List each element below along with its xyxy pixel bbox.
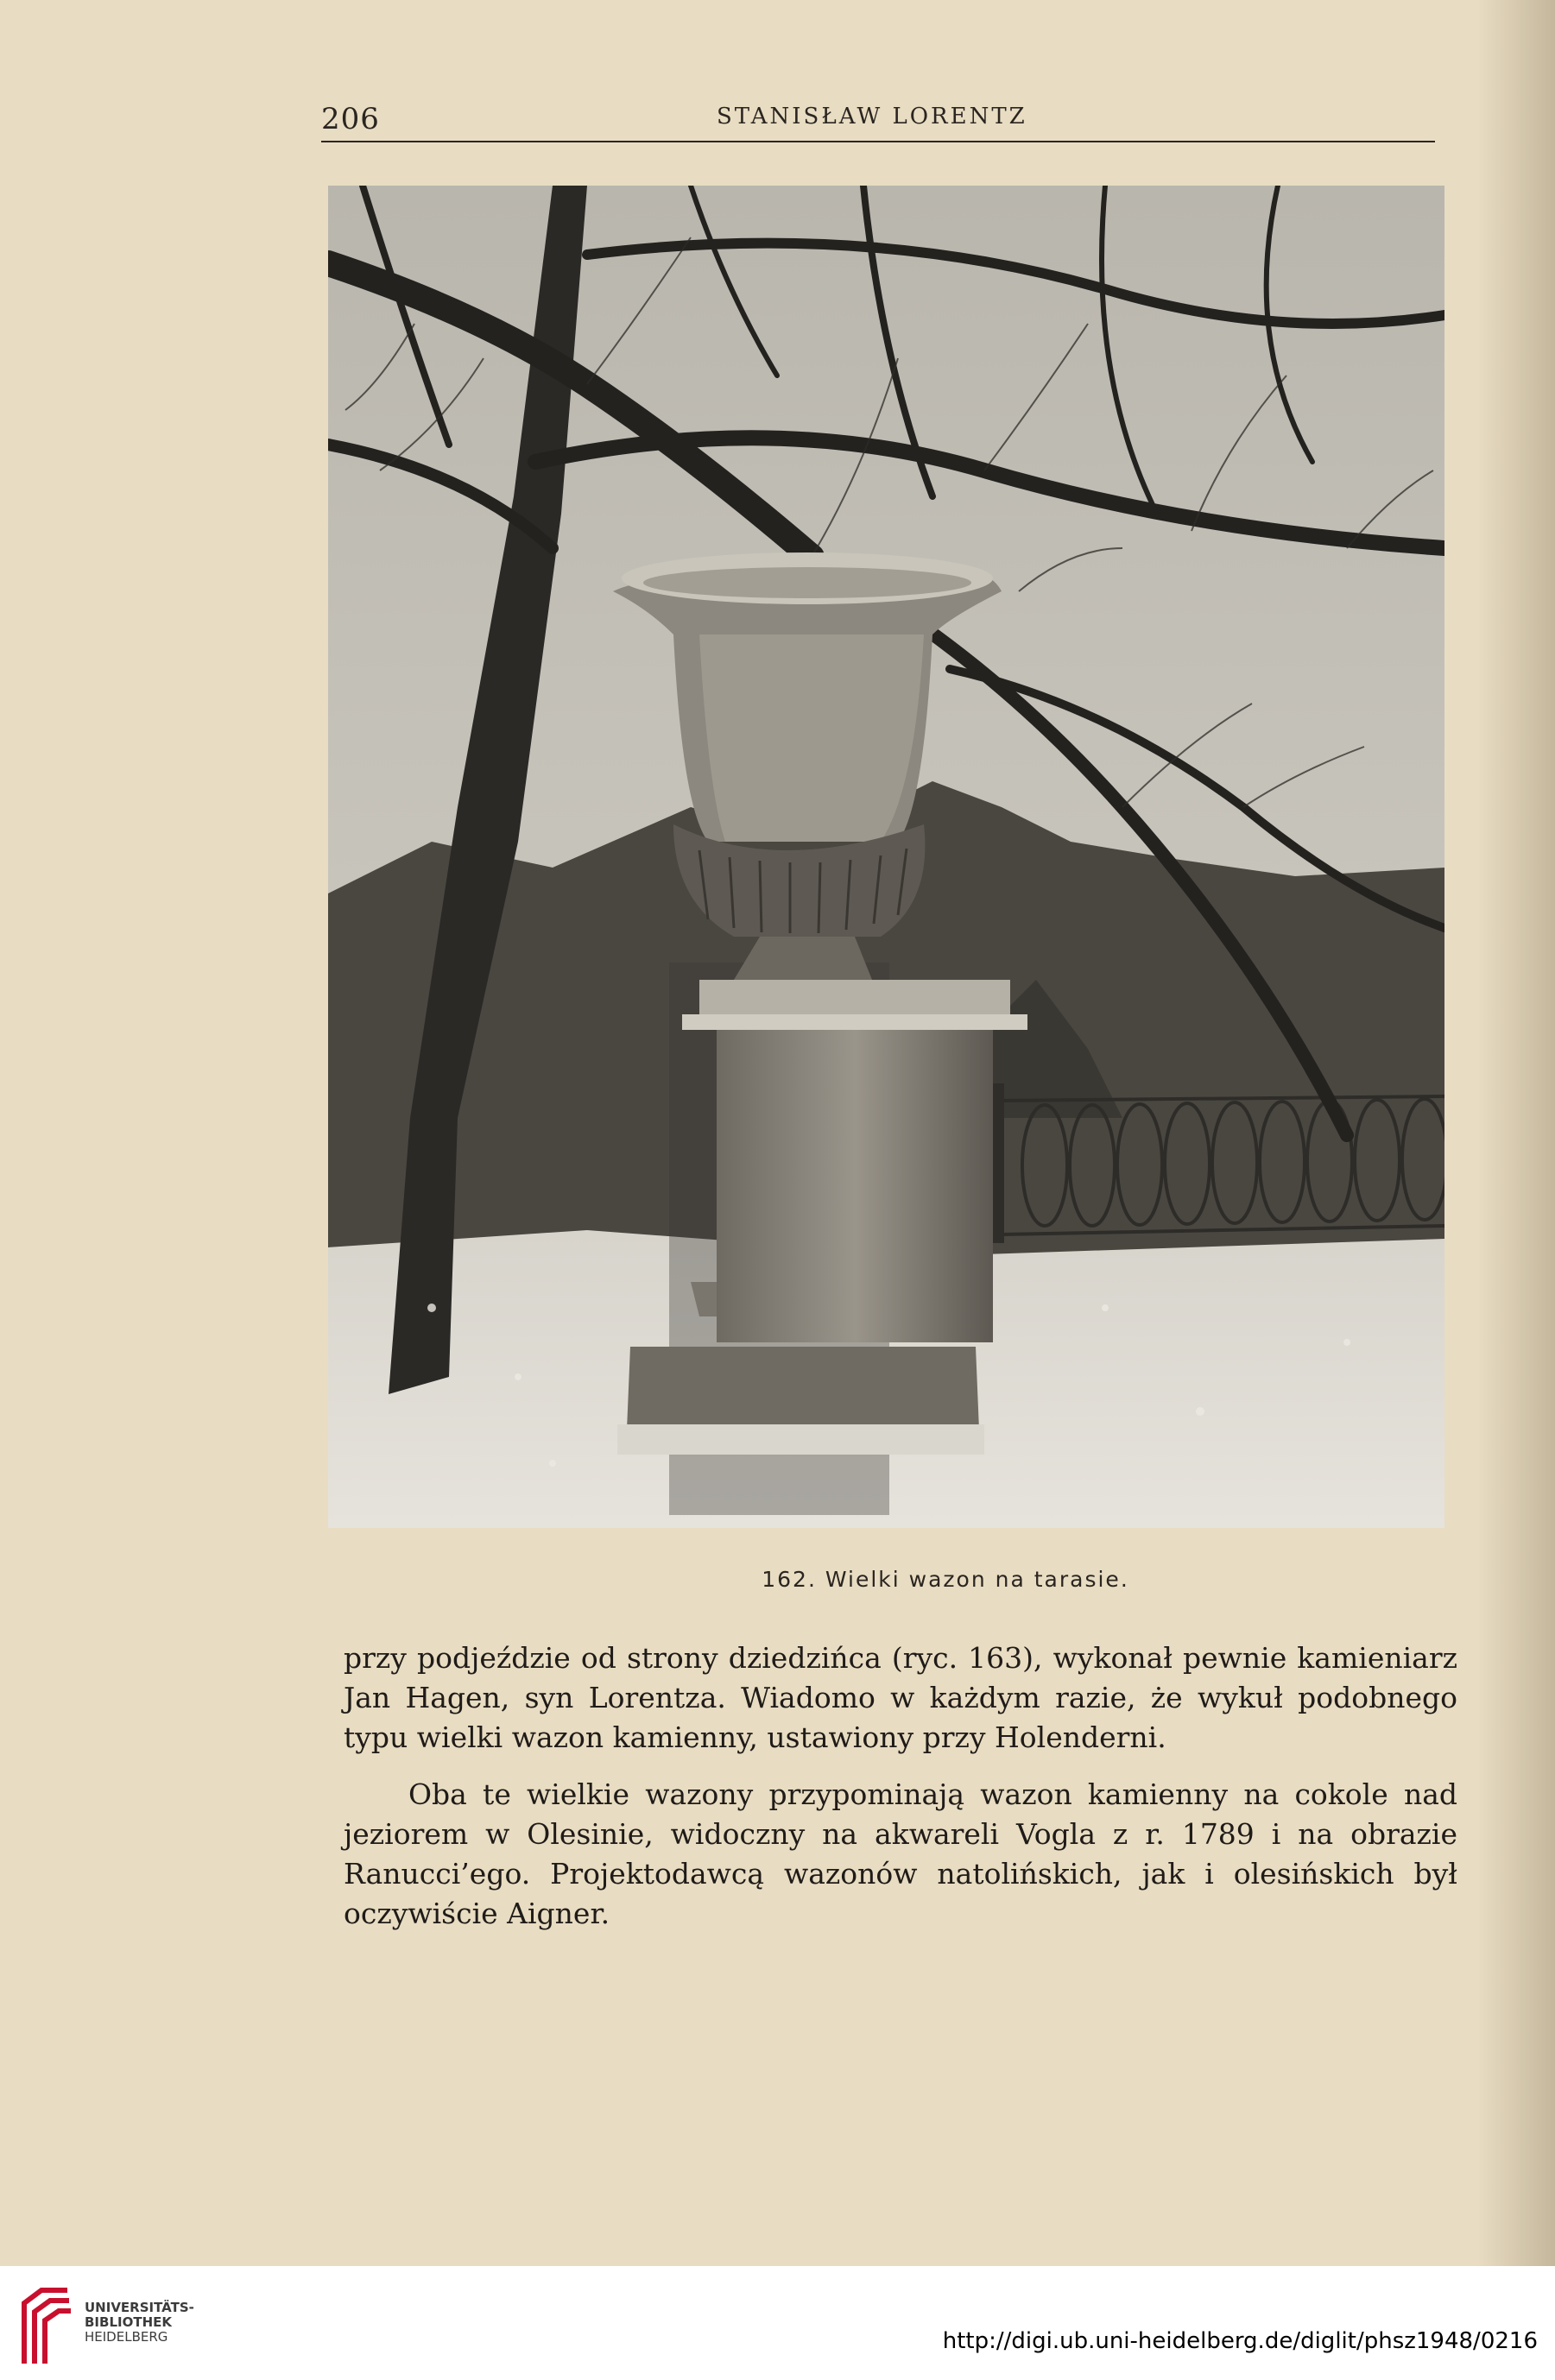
library-name bbox=[85, 2301, 194, 2345]
page-number: 206 bbox=[321, 102, 380, 136]
running-head: STANISŁAW LORENTZ bbox=[717, 104, 1027, 129]
photograph-vase-on-terrace bbox=[328, 186, 1444, 1528]
paragraph-1: przy podjeździe od strony dziedzińca (ryc. 163), wykonał pewnie kamieniarz Jan Hagen, syn Lorentza. Wiadomo w każdym razie, że wykuł podobnego typu wielki wazon kamienny, ustawiony przy Holenderni. bbox=[344, 1641, 1457, 1754]
source-url-link[interactable]: http://digi.ub.uni-heidelberg.de/diglit/phsz1948/0216 bbox=[942, 2328, 1538, 2354]
library-logo-icon bbox=[16, 2282, 76, 2368]
body-text bbox=[344, 1638, 1457, 1934]
library-name-line-3: HEIDELBERG bbox=[85, 2329, 168, 2345]
figure-caption: 162. Wielki wazon na tarasie. bbox=[762, 1567, 1129, 1592]
library-name-line-1: UNIVERSITÄTS- bbox=[85, 2300, 194, 2315]
library-name-line-2: BIBLIOTHEK bbox=[85, 2314, 172, 2330]
header-rule bbox=[321, 141, 1435, 142]
paragraph-2: Oba te wielkie wazony przypominają wazon kamienny na cokole nad jeziorem w Olesinie, widoczny na akwareli Vogla z r. 1789 i na obrazie Ranucci’ego. Projektodawcą wazonów natolińskich, jak i olesińskich był oczywiście Aigner. bbox=[344, 1777, 1457, 1930]
photo-illustration bbox=[328, 186, 1444, 1528]
digitization-footer bbox=[0, 2266, 1555, 2380]
